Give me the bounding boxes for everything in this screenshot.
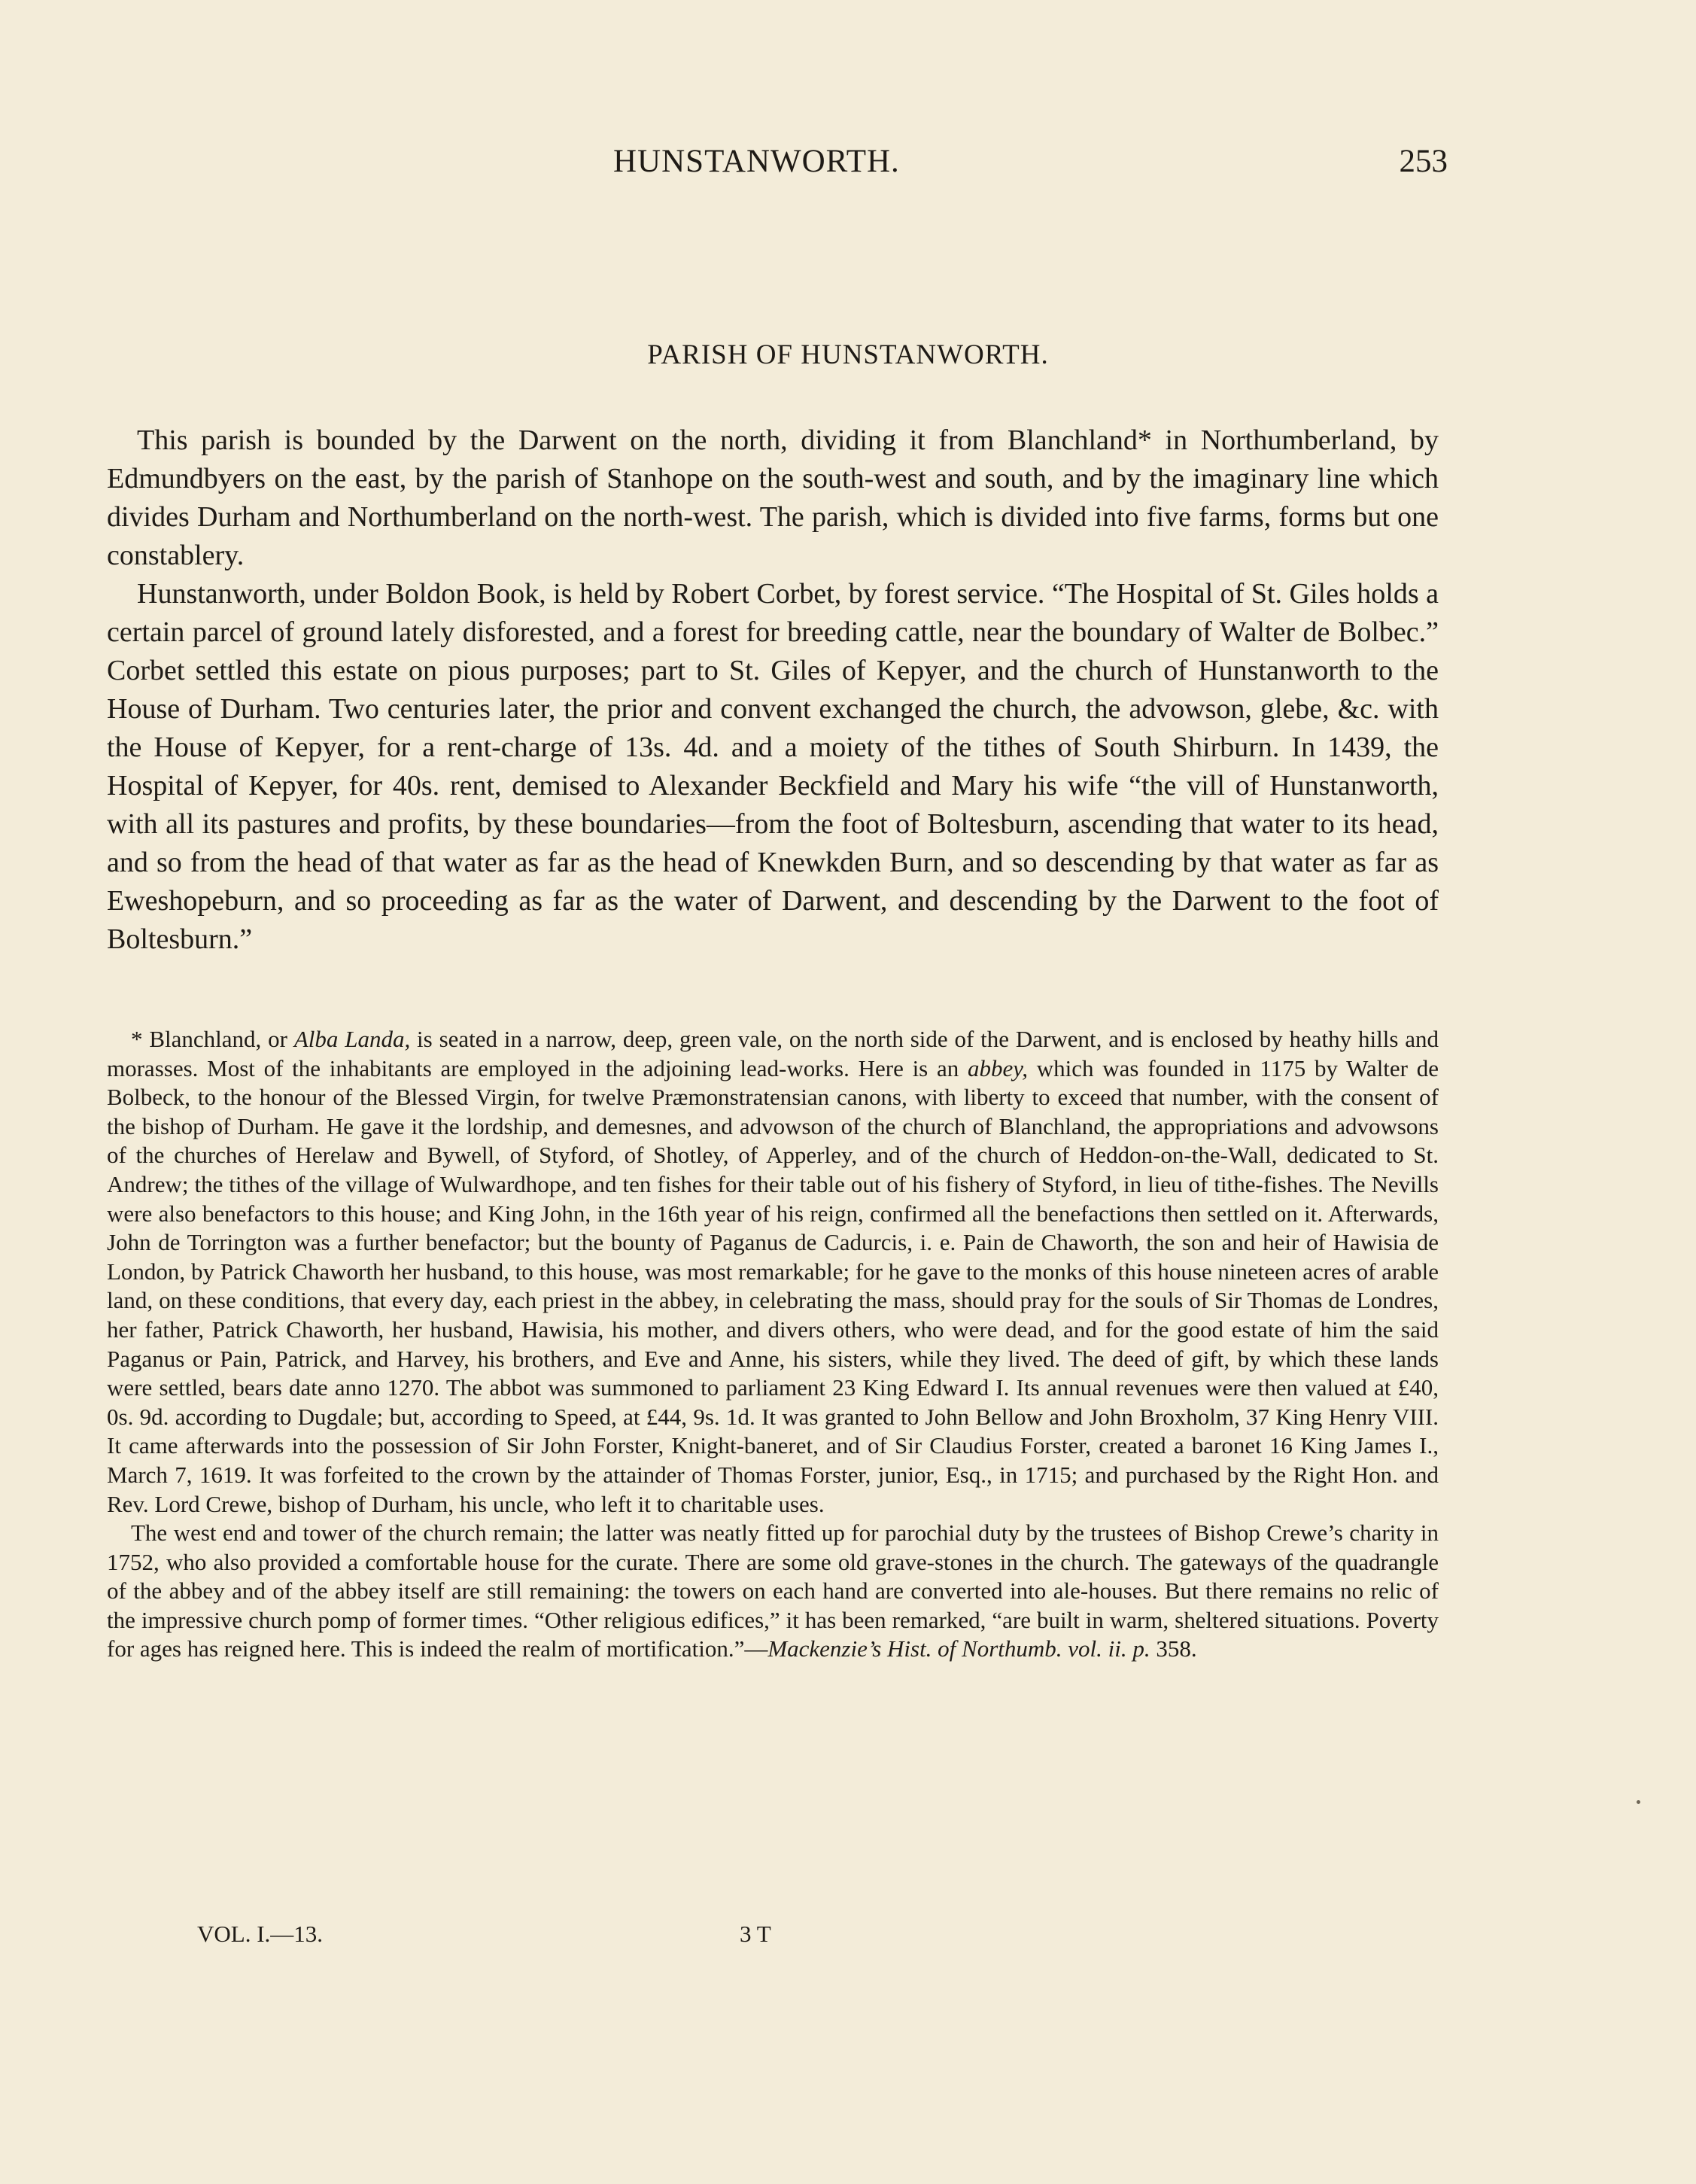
running-title: HUNSTANWORTH. [613, 144, 900, 179]
citation-italic: Mackenzie’s Hist. of Northumb. vol. ii. p. [767, 1635, 1150, 1662]
footnote-paragraph-1 [107, 1025, 1439, 1519]
footnote-text: is seated in a narrow, deep, green vale, on the north side of the Darwent, and is enclosed by heathy hills and morasses. Most of the inhabitants are employed in the adjoining lead-works. Here is an [107, 1026, 1439, 1081]
footnote-text: which was founded in 1175 by Walter de Bolbeck, to the honour of the Blessed Virgin, for twelve Præmonstratensian canons, with liberty to exceed that number, with the consent of the bishop of Durham. He gave it the lordship, and demesnes, and advowson of the church of Blanchland, the appropriations and advowsons of the churches of Herelaw and Bywell, of Styford, of Shotley, of Apperley, and of the church of Heddon-on-the-Wall, dedicated to St. Andrew; the tithes of the village of Wulwardhope, and ten fishes for their table out of his fishery of Styford, in lieu of tithe-fishes. The Nevills were also benefactors to this house; and King John, in the 16th year of his reign, confirmed all the benefactions then settled on it. Afterwards, John de Torrington was a further benefactor; but the bounty of Paganus de Cadurcis, i. e. Pain de Chaworth, the son and heir of Hawisia de London, by Patrick Chaworth her husband, to this house, was most remarkable; for he gave to the monks of this house nineteen acres of arable land, on these conditions, that every day, each priest in the abbey, in celebrating the mass, should pray for the souls of Sir Thomas de Londres, her father, Patrick Chaworth, her husband, Hawisia, his mother, and divers others, who were dead, and for the good estate of him the said Paganus or Pain, Patrick, and Harvey, his brothers, and Eve and Anne, his sisters, while they lived. The deed of gift, by which these lands were settled, bears date anno 1270. The abbot was summoned to parliament 23 King Edward I. Its annual revenues were then valued at £40, 0s. 9d. according to Dugdale; but, according to Speed, at £44, 9s. 1d. It was granted to John Bellow and John Broxholm, 37 King Henry VIII. It came afterwards into the possession of Sir John Forster, Knight-baneret, and of Sir Claudius Forster, created a baronet 16 King James I., March 7, 1619. It was forfeited to the crown by the attainder of Thomas Forster, junior, Esq., in 1715; and purchased by the Right Hon. and Rev. Lord Crewe, bishop of Durham, his uncle, who left it to charitable uses. [107, 1054, 1439, 1517]
signature-line [0, 1921, 1696, 1951]
footnote-italic-text: abbey, [967, 1054, 1029, 1081]
footnote-italic-text: Alba Landa, [293, 1026, 411, 1052]
footnote-text: The west end and tower of the church remain; the latter was neatly fitted up for parochial duty by the trustees of Bishop Crewe’s charity in 1752, who also provided a comfortable house for the curate. There are some old grave-stones in the church. The gateways of the quadrangle of the abbey and of the abbey itself are still remaining: the towers on each hand are converted into ale-houses. But there remains no relic of the impressive church pomp of former times. “Other religious edifices,” it has been remarked, “are built in warm, sheltered situations. Poverty for ages has reigned here. This is indeed the realm of mortification.”— [107, 1519, 1439, 1662]
footnote-text: * Blanchland, or [131, 1026, 294, 1052]
body-paragraph-2: Hunstanworth, under Boldon Book, is held by Robert Corbet, by forest service. “The Hospital of St. Giles holds a certain parcel of ground lately disforested, and a forest for breeding cattle, near the boundary of Walter de Bolbec.” Corbet settled this estate on pious purposes; part to St. Giles of Kepyer, and the church of Hunstanworth to the House of Durham. Two centuries later, the prior and convent exchanged the church, the advowson, glebe, &c. with the House of Kepyer, for a rent-charge of 13s. 4d. and a moiety of the tithes of South Shirburn. In 1439, the Hospital of Kepyer, for 40s. rent, demised to Alexander Beckfield and Mary his wife “the vill of Hunstanworth, with all its pastures and profits, by these boundaries—from the foot of Boltesburn, ascending that water to its head, and so from the head of that water as far as the head of Knewkden Burn, and so descending by that water as far as Eweshopeburn, and so proceeding as far as the water of Darwent, and descending by the Darwent to the foot of Boltesburn.” [107, 578, 1439, 955]
running-head [0, 143, 1696, 188]
footnote-paragraph-2 [107, 1519, 1439, 1664]
sheet-signature: 3 T [740, 1921, 771, 1947]
footnote [107, 1025, 1439, 1664]
paper-speck [1637, 1800, 1640, 1804]
body-paragraph-1: This parish is bounded by the Darwent on the north, dividing it from Blanchland* in Northumberland, by Edmundbyers on the east, by the parish of Stanhope on the south-west and south, and by the imaginary line which divides Durham and Northumberland on the north-west. The parish, which is divided into five farms, forms but one constablery. [107, 424, 1439, 571]
page-number: 253 [1399, 144, 1448, 179]
footnote-text: 358. [1150, 1635, 1197, 1662]
body-text [107, 421, 1439, 959]
volume-mark: VOL. I.—13. [197, 1921, 324, 1947]
section-heading: PARISH OF HUNSTANWORTH. [647, 339, 1049, 370]
